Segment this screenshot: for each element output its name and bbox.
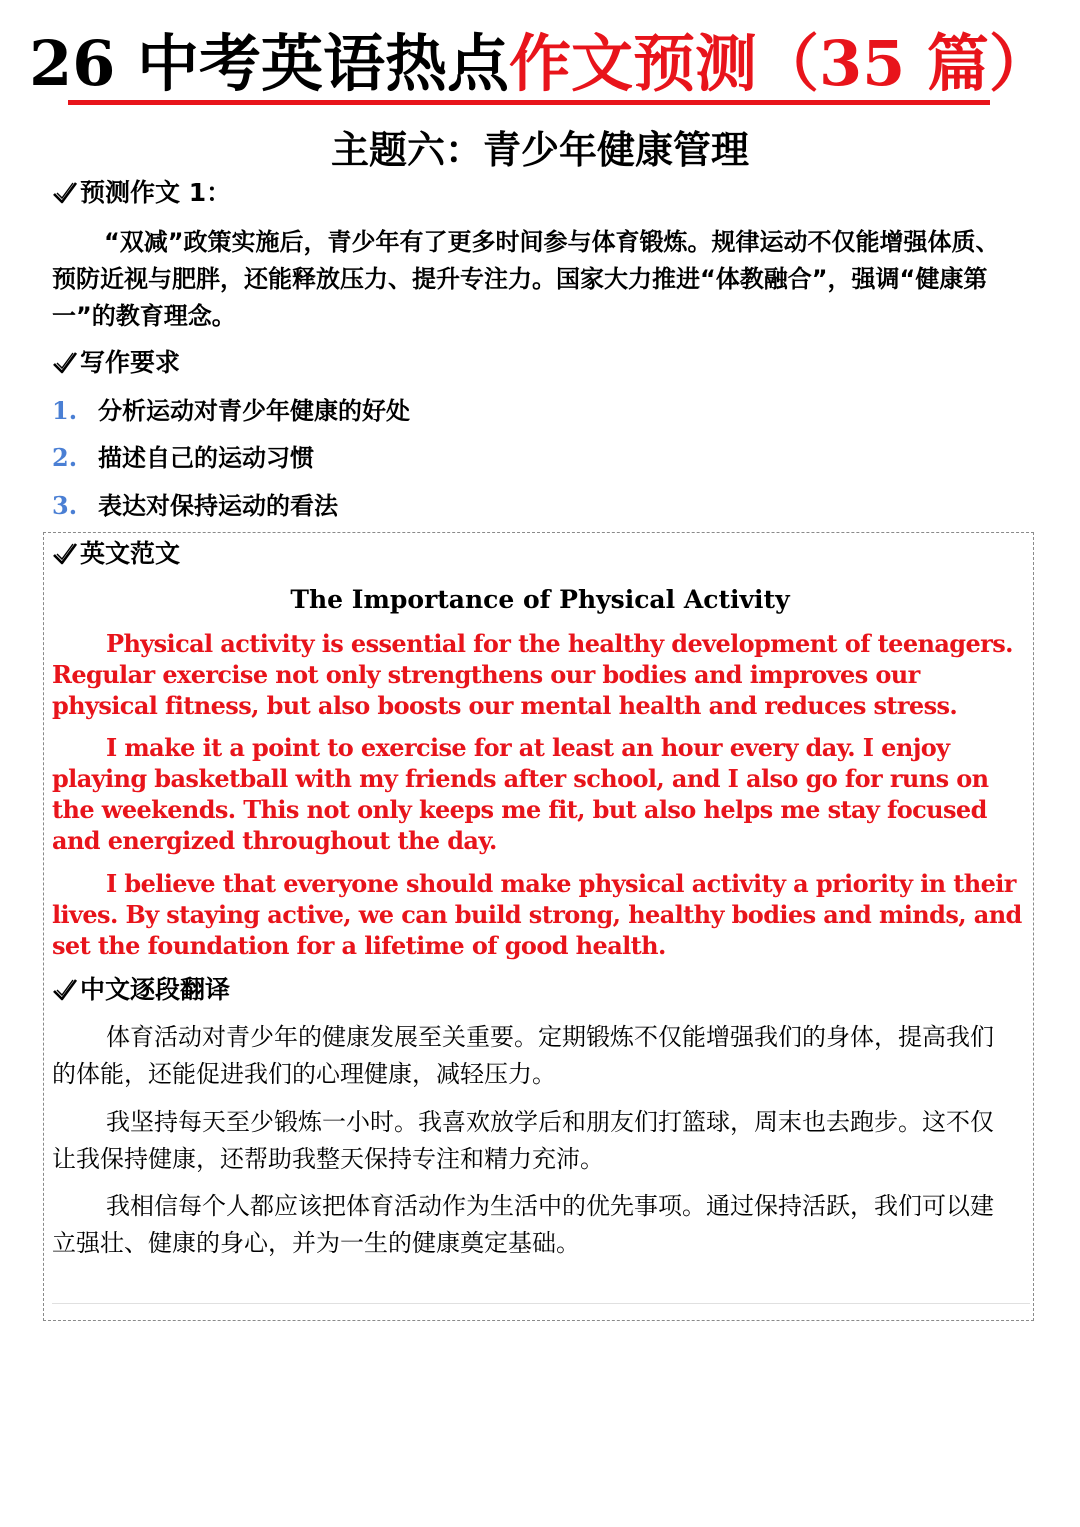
translation-paragraph: 我相信每个人都应该把体育活动作为生活中的优先事项。通过保持活跃，我们可以建立强壮、健康的身心，并为一生的健康奠定基础。: [52, 1192, 994, 1257]
prediction-label: 预测作文 1：: [80, 178, 232, 207]
essay-heading: [52, 536, 180, 572]
requirements-heading: [52, 345, 180, 381]
translation-paragraph: 我坚持每天至少锻炼一小时。我喜欢放学后和朋友们打篮球，周末也去跑步。这不仅让我保持健康，还帮助我整天保持专注和精力充沛。: [52, 1108, 994, 1173]
requirement-number: 2.: [52, 443, 78, 472]
requirement-number: 3.: [52, 491, 78, 520]
check-icon: [52, 541, 78, 567]
essay-paragraph: Physical activity is essential for the healthy development of teenagers. Regular exercise not only strengthens our bodies and improves our physical fitness, but also boosts our mental health and reduces stress.: [52, 629, 1013, 720]
title-underline: [68, 100, 990, 105]
requirement-item: [52, 440, 314, 476]
requirement-number: 1.: [52, 396, 78, 425]
divider: [52, 1303, 1030, 1304]
check-icon: [52, 180, 78, 206]
essay-title: The Importance of Physical Activity: [290, 585, 790, 614]
requirement-text: 描述自己的运动习惯: [98, 444, 314, 472]
requirement-text: 分析运动对青少年健康的好处: [98, 397, 410, 425]
essay-paragraph: I make it a point to exercise for at least an hour every day. I enjoy playing basketball with my friends after school, and I also go for runs on the weekends. This not only keeps me fit, but also helps me stay focused and energized throughout the day.: [52, 733, 989, 855]
prediction-heading: [52, 175, 231, 211]
translation-heading: [52, 972, 230, 1008]
prediction-intro: “双减”政策实施后，青少年有了更多时间参与体育锻炼。规律运动不仅能增强体质、预防近视与肥胖，还能释放压力、提升专注力。国家大力推进“体教融合”，强调“健康第一”的教育理念。: [52, 228, 1000, 330]
translation-label: 中文逐段翻译: [80, 975, 231, 1004]
requirement-item: [52, 488, 338, 524]
requirements-label: 写作要求: [80, 348, 181, 377]
title-red-part: 作文预测（35 篇）: [509, 27, 1051, 100]
translation-paragraph: 体育活动对青少年的健康发展至关重要。定期锻炼不仅能增强我们的身体，提高我们的体能，还能促进我们的心理健康，减轻压力。: [52, 1023, 994, 1088]
essay-label: 英文范文: [80, 539, 181, 568]
subtitle: 主题六：青少年健康管理: [330, 128, 749, 172]
requirement-text: 表达对保持运动的看法: [98, 492, 338, 520]
check-icon: [52, 977, 78, 1003]
check-icon: [52, 350, 78, 376]
essay-paragraph: I believe that everyone should make physical activity a priority in their lives. By staying active, we can build strong, healthy bodies and minds, and set the foundation for a lifetime of good health.: [52, 869, 1022, 960]
title-black-part: 26 中考英语热点: [29, 27, 509, 100]
page-title: [0, 24, 1080, 104]
requirement-item: [52, 393, 410, 429]
